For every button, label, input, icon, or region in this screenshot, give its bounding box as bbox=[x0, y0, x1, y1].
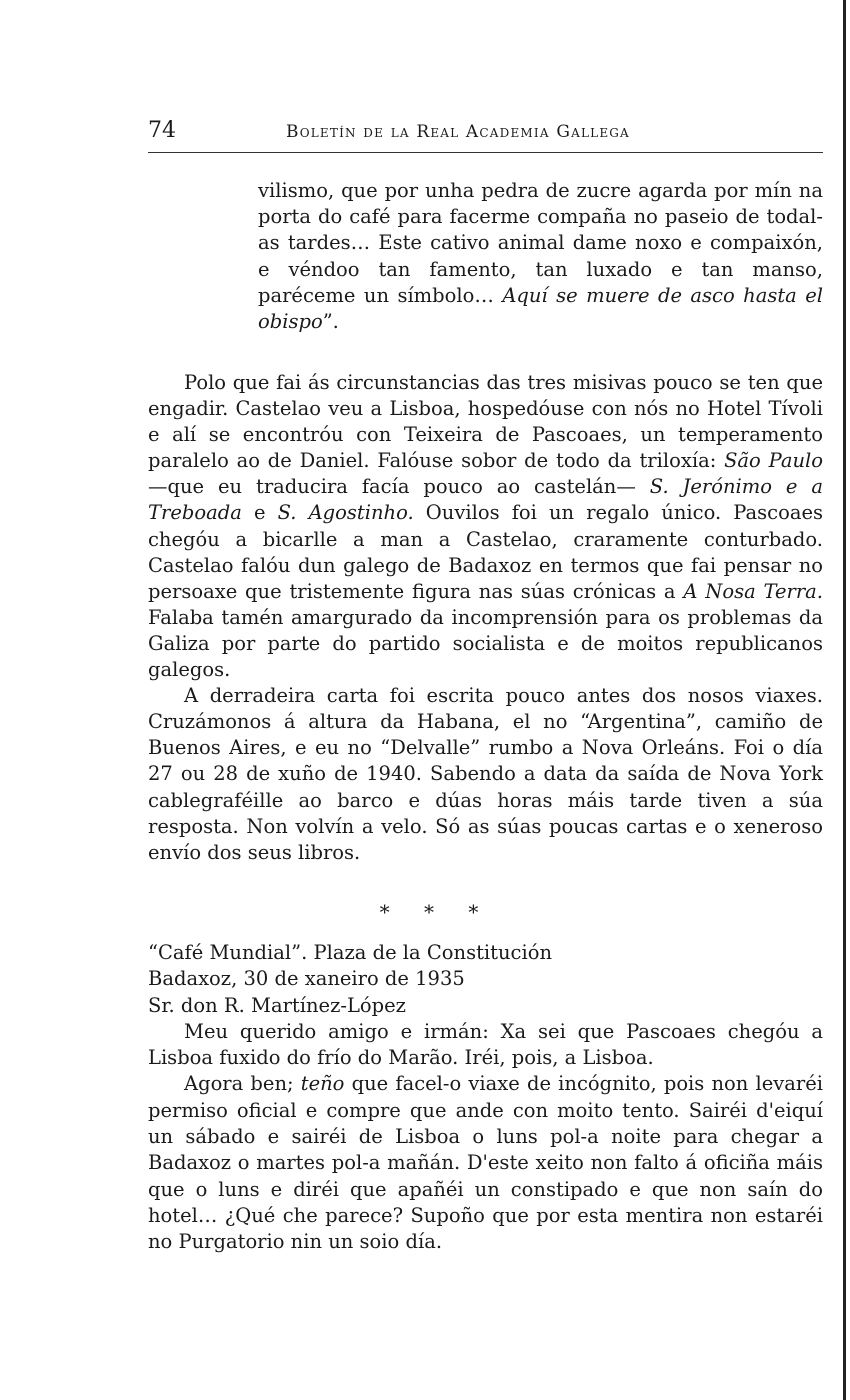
letter-place: “Café Mundial”. Plaza de la Constitución bbox=[148, 941, 553, 964]
section-separator: * * * bbox=[379, 900, 493, 924]
letter-p2-text-a: Agora ben; bbox=[184, 1072, 301, 1096]
letter bbox=[148, 940, 823, 1256]
letter-paragraph-2 bbox=[148, 1071, 823, 1255]
running-title: Boletín de la Real Academia Gallega bbox=[286, 122, 630, 142]
p1-italic-1: São Paulo bbox=[724, 449, 823, 473]
letter-paragraph-1: Meu querido amigo e irmán: Xa sei que Pascoaes chegóu a Lisboa fuxido do frío do Marão. Iréi, pois, a Lisboa. bbox=[148, 1019, 823, 1070]
p1-italic-4: A Nosa Terra. bbox=[683, 579, 824, 603]
p1-text-1: Polo que fai ás circunstancias das tres misivas pouco se ten que engadir. Castelao veu a Lisboa, hospedóuse con nós no Hotel Tívoli e alí se encontróu con Teixeira de Pascoaes, un temperamento paralelo ao de Daniel. Falóuse sobor de todo da triloxía: bbox=[148, 371, 823, 473]
page-edge bbox=[843, 0, 846, 1400]
page-number: 74 bbox=[148, 118, 176, 143]
p1-italic-2: S. Jerónimo e a Treboada bbox=[148, 475, 823, 525]
p1-text-3: e bbox=[241, 501, 278, 525]
letter-p2-italic: teño bbox=[300, 1072, 345, 1096]
p1-text-5: Falaba tamén amargurado da incomprensión para os problemas da Galiza por parte do partido socialista e de moitos republicanos galegos. bbox=[148, 605, 823, 682]
paragraph-1 bbox=[148, 370, 823, 683]
letter-date: Badaxoz, 30 de xaneiro de 1935 bbox=[148, 967, 465, 991]
letter-p2-text-b: que facel-o viaxe de incógnito, pois non levaréi permiso oficial e compre que ande con moito tento. Sairéi d'eiquí un sábado e sairéi de Lisboa o luns pol-a noite para chegar a Badaxoz o martes pol-a mañán. D'este xeito non falto á oficiña máis que o luns e diréi que apañéi un constipado e que non saín do hotel… ¿Qué che parece? Supoño que por esta mentira non estaréi no Purgatorio nin un soio día. bbox=[148, 1072, 824, 1254]
p1-text-2: —que eu traducira facía pouco ao castelán— bbox=[148, 475, 650, 499]
p1-italic-3: S. Agostinho. bbox=[277, 501, 414, 525]
page-header bbox=[148, 118, 823, 153]
paragraph-2: A derradeira carta foi escrita pouco antes dos nosos viaxes. Cruzámonos á altura da Habana, el no “Argentina”, camiño de Buenos Aires, e eu no “Delvalle” rumbo a Nova Orleáns. Foi o día 27 ou 28 de xuño de 1940. Sabendo a data da saída de Nova York cablegraféille ao barco e dúas horas máis tarde tiven a súa resposta. Non volvín a velo. Só as súas poucas cartas e o xeneroso envío dos seus libros. bbox=[148, 684, 823, 864]
letter-recipient: Sr. don R. Martínez-López bbox=[148, 993, 406, 1017]
p1-text-4: Ouvilos foi un regalo único. Pascoaes chegóu a bicarlle a man a Castelao, craramente conturbado. Castelao falóu dun galego de Badaxoz en termos que fai pensar no persoaxe que tristemente figura nas súas crónicas a bbox=[148, 501, 823, 603]
quote-italic: Aquí se muere de asco hasta el obispo bbox=[258, 283, 824, 334]
quote-close: ”. bbox=[322, 310, 339, 334]
body-text bbox=[148, 370, 823, 866]
quoted-letter-ending bbox=[258, 178, 823, 335]
quote-text: vilismo, que por unha pedra de zucre agarda por mín na porta do café para facerme compaña no paseio de todal-as tardes… Este cativo animal dame noxo e compaixón, e véndoo tan famento, tan luxado e tan manso, paréceme un símbolo… bbox=[258, 179, 823, 307]
